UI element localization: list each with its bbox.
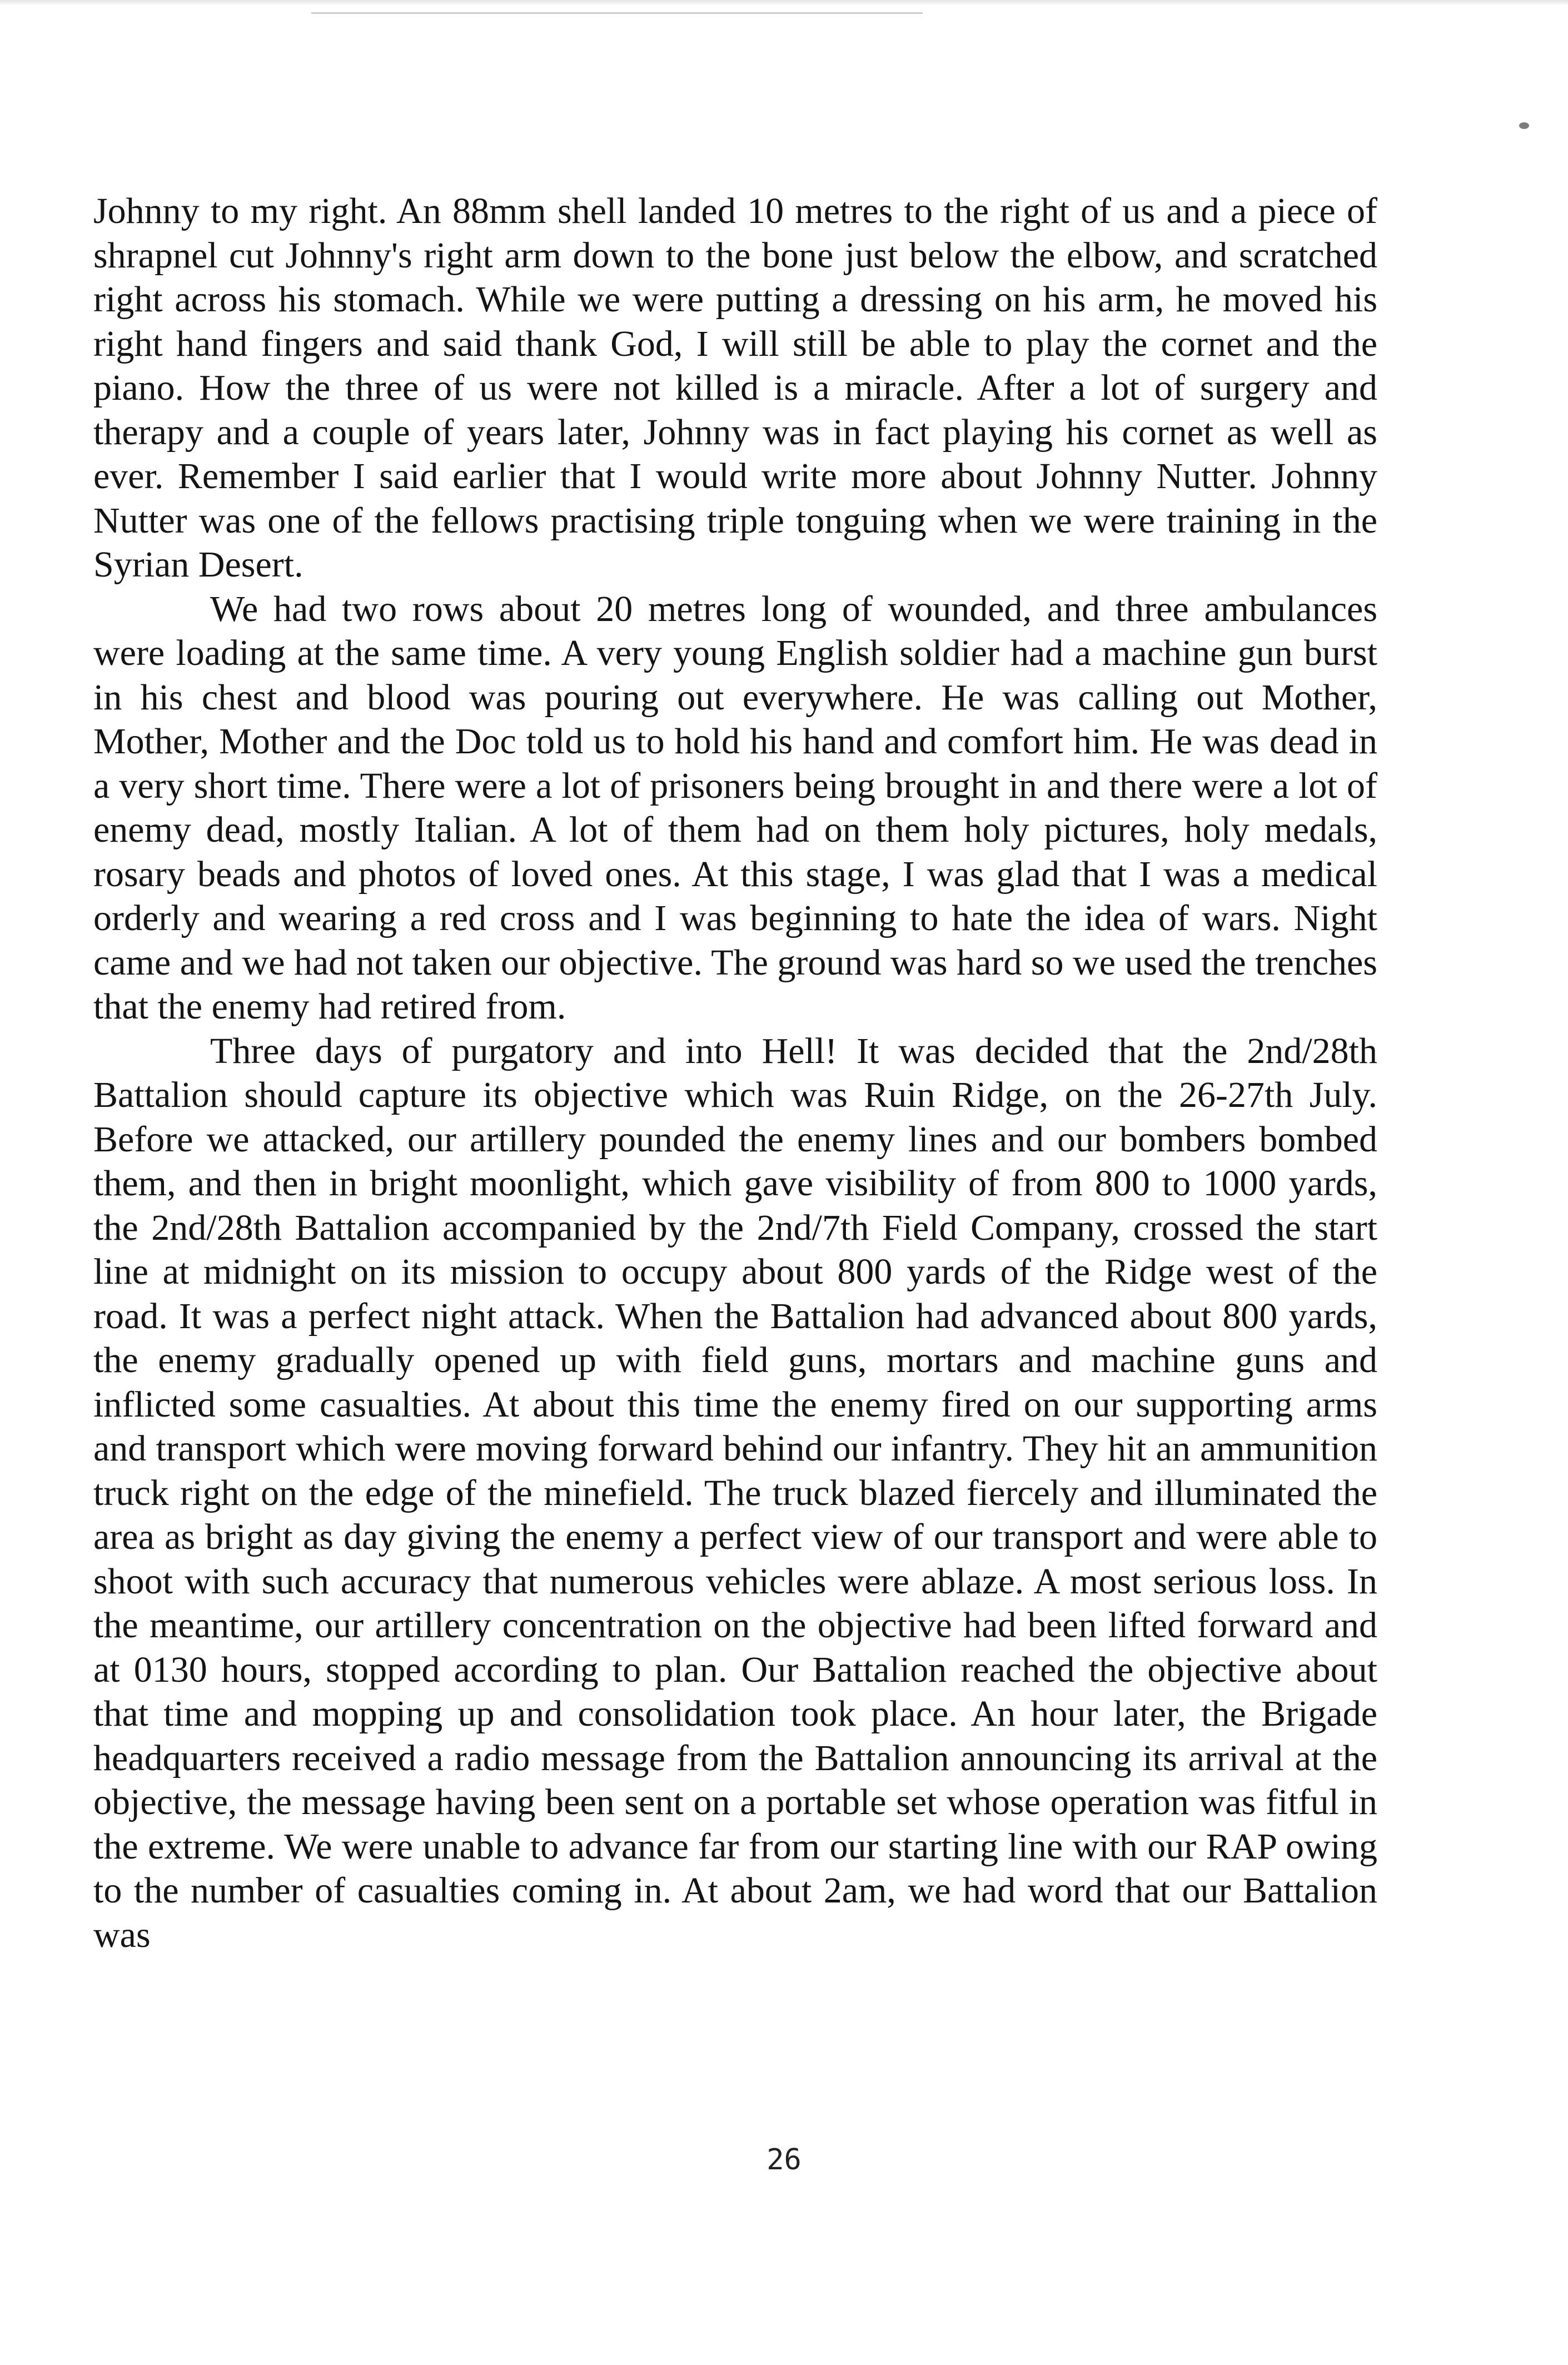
page-number: 26	[766, 2143, 802, 2177]
scan-speck	[1519, 122, 1529, 129]
page-body	[93, 189, 1377, 1957]
paragraph-wounded-rows: We had two rows about 20 metres long of wounded, and three ambulances were loading at the same time. A very young English soldier had a machine gun burst in his chest and blood was pouring out everywhere. He was calling out Mother, Mother, Mother and the Doc told us to hold his hand and comfort him. He was dead in a very short time. There were a lot of prisoners being brought in and there were a lot of enemy dead, mostly Italian. A lot of them had on them holy pictures, holy medals, rosary beads and photos of loved ones. At this stage, I was glad that I was a medical orderly and wearing a red cross and I was beginning to hate the idea of wars. Night came and we had not taken our objective. The ground was hard so we used the trenches that the enemy had retired from.	[93, 588, 1377, 1027]
scan-artifact-line	[311, 12, 923, 14]
paragraph-ruin-ridge: Three days of purgatory and into Hell! It was decided that the 2nd/28th Battalion should capture its objective which was Ruin Ridge, on the 26-27th July. Before we attacked, our artillery pounded the enemy lines and our bombers bombed them, and then in bright moonlight, which gave visibility of from 800 to 1000 yards, the 2nd/28th Battalion accompanied by the 2nd/7th Field Company, crossed the start line at midnight on its mission to occupy about 800 yards of the Ridge west of the road. It was a perfect night attack. When the Battalion had advanced about 800 yards, the enemy gradually opened up with field guns, mortars and machine guns and inflicted some casualties. At about this time the enemy fired on our supporting arms and transport which were moving forward behind our infantry. They hit an ammunition truck right on the edge of the minefield. The truck blazed fiercely and illuminated the area as bright as day giving the enemy a perfect view of our transport and were able to shoot with such accuracy that numerous vehicles were ablaze. A most serious loss. In the meantime, our artillery concentration on the objective had been lifted forward and at 0130 hours, stopped according to plan. Our Battalion reached the objective about that time and mopping up and consolidation took place. An hour later, the Brigade headquarters received a radio message from the Battalion announcing its arrival at the objective, the message having been sent on a portable set whose operation was fitful in the extreme. We were unable to advance far from our starting line with our RAP owing to the number of casualties coming in. At about 2am, we had word that our Battalion was	[93, 1030, 1377, 1955]
scan-edge	[0, 0, 1568, 6]
paragraph-johnny-nutter: Johnny to my right. An 88mm shell landed 10 metres to the right of us and a piece of shrapnel cut Johnny's right arm down to the bone just below the elbow, and scratched right across his stomach. While we were putting a dressing on his arm, he moved his right hand fingers and said thank God, I will still be able to play the cornet and the piano. How the three of us were not killed is a miracle. After a lot of surgery and therapy and a couple of years later, Johnny was in fact playing his cornet as well as ever. Remember I said earlier that I would write more about Johnny Nutter. Johnny Nutter was one of the fellows practising triple tonguing when we were training in the Syrian Desert.	[93, 191, 1377, 585]
